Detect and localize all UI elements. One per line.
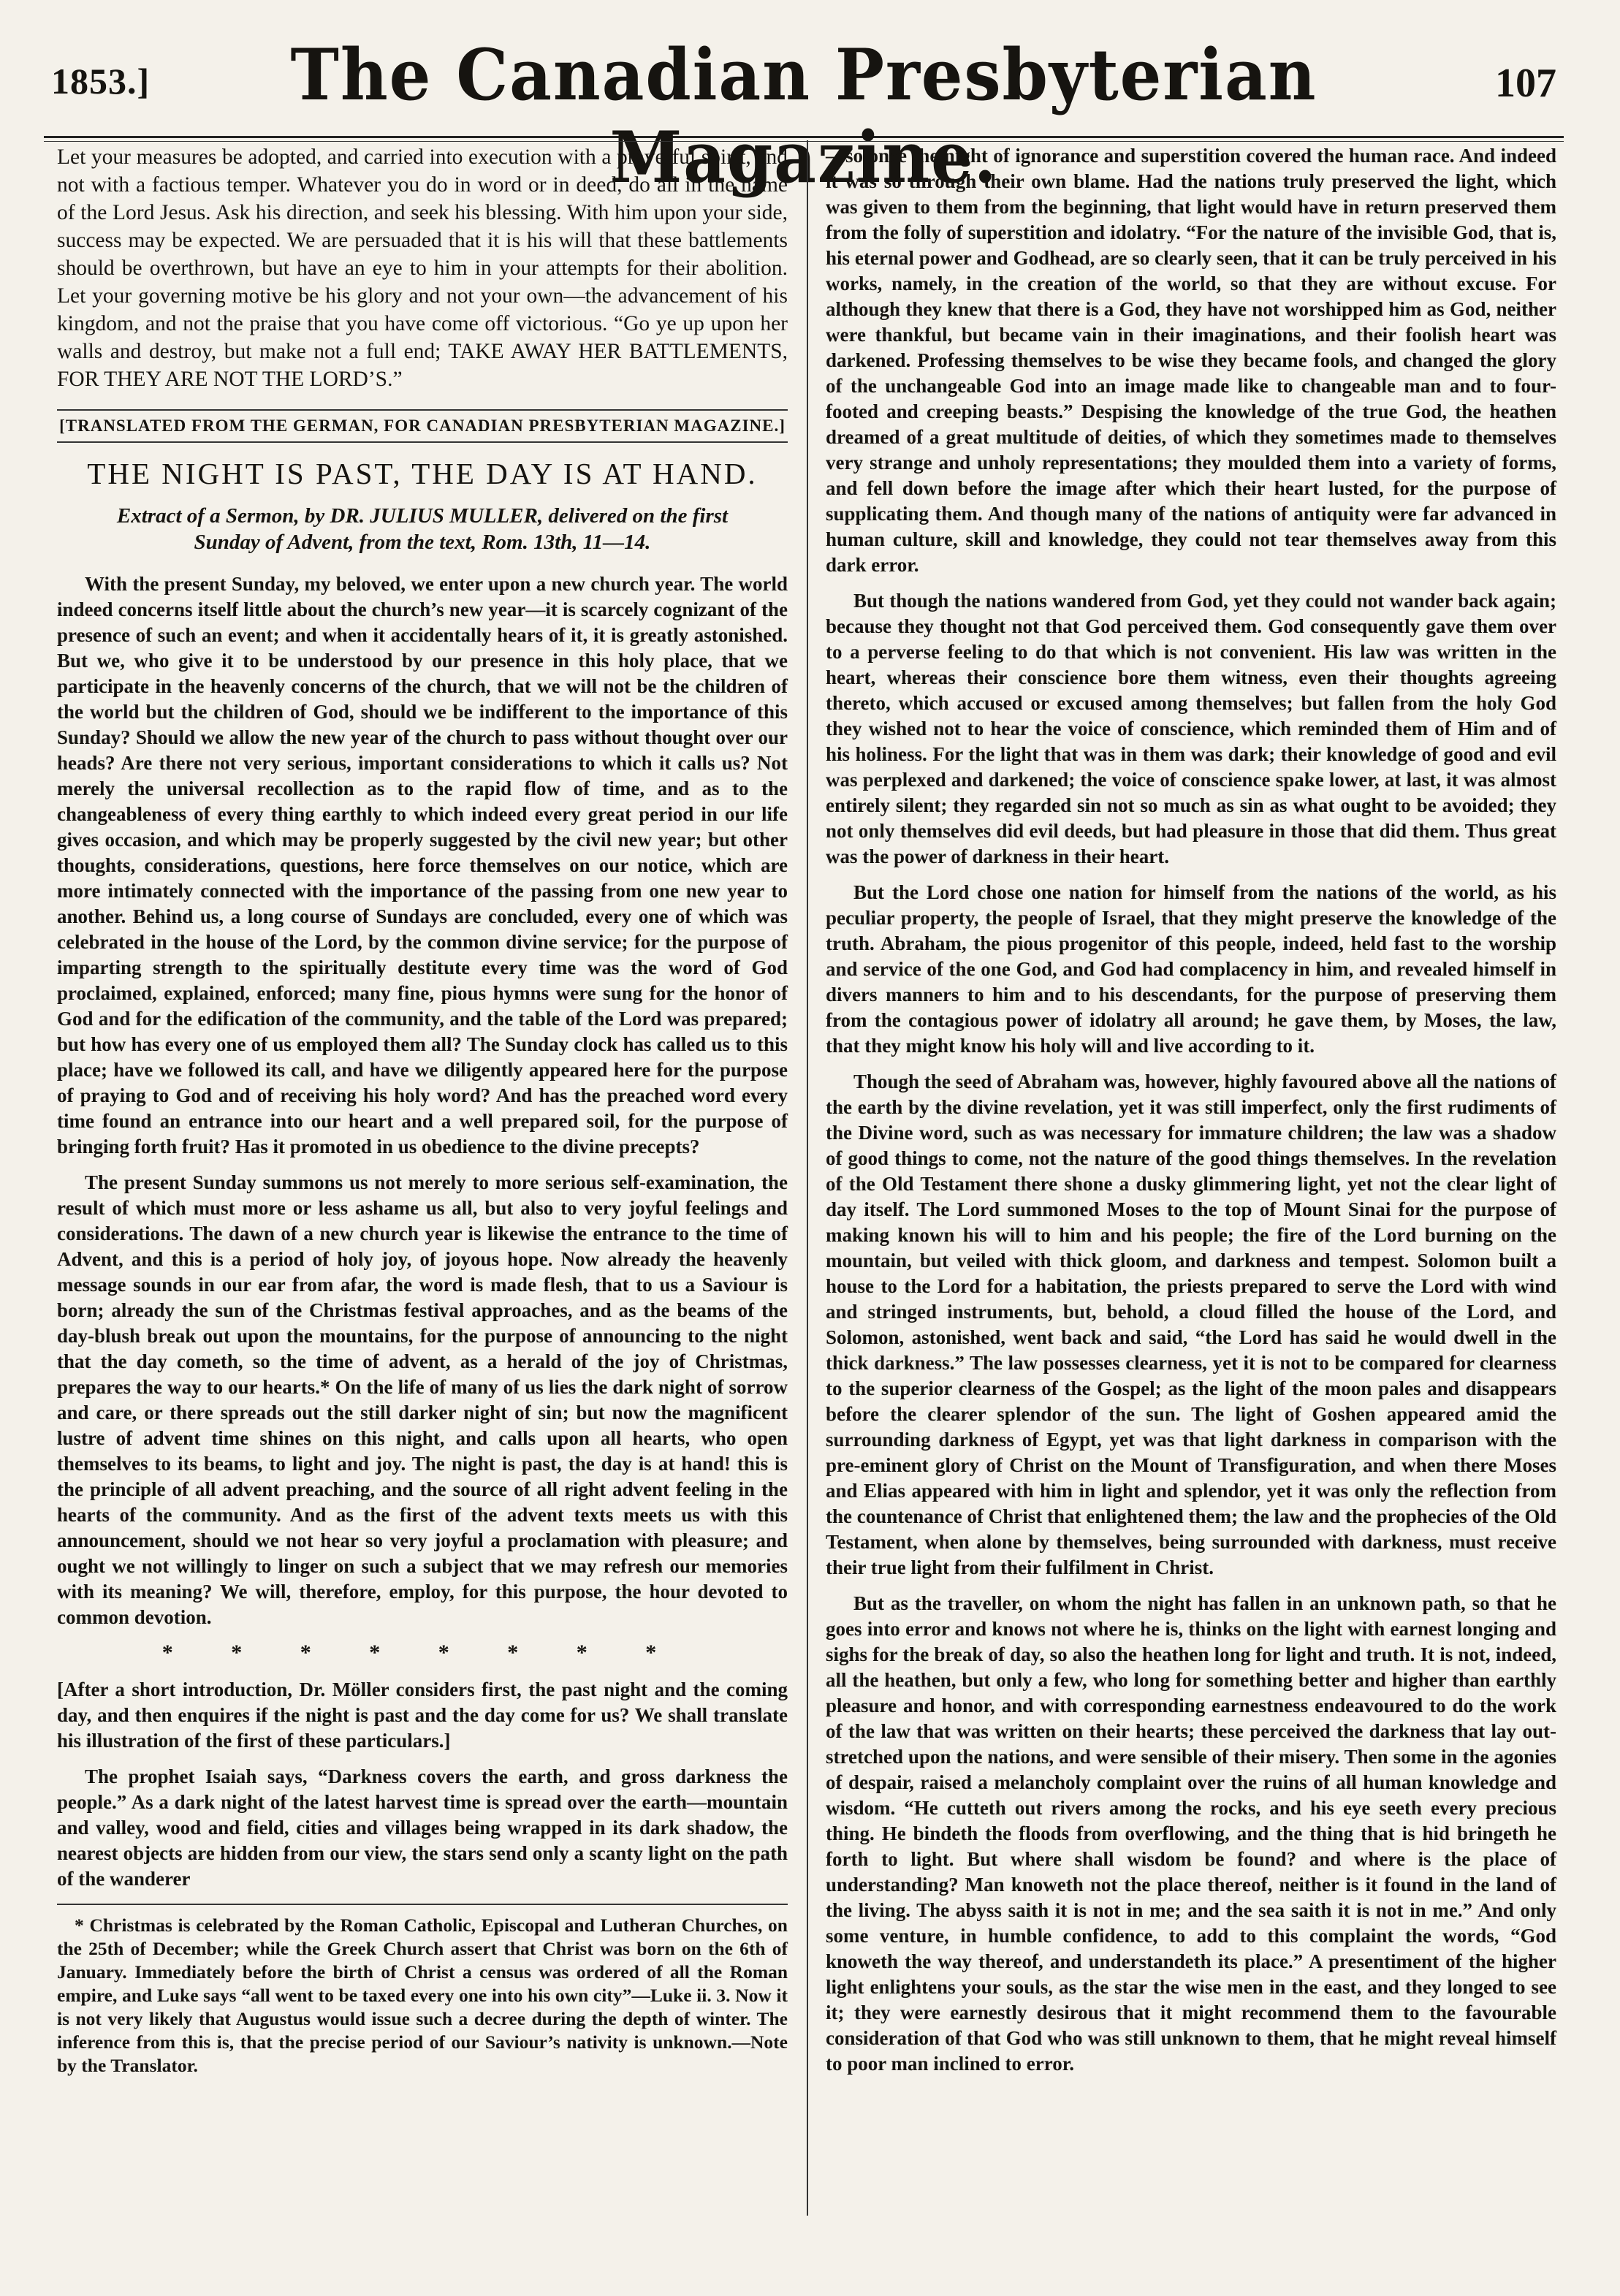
- column-divider: [807, 140, 808, 2216]
- article-body: [57, 571, 788, 1630]
- masthead: [44, 26, 1564, 199]
- bracket-paragraph: [After a short introduction, Dr. Möller considers first, the past night and the coming day, and then enquires if the night is past and the day come for us? We shall translate his illustration of the first of these particulars.]: [57, 1679, 788, 1752]
- footnote: [57, 1904, 788, 2078]
- body-paragraph: But the Lord chose one nation for himself from the nations of the world, as his peculiar property, the people of Israel, that they might preserve the knowledge of the truth. Abraham, the pious progenitor of this people, indeed, held fast to the worship and service of the one God, and God had complacency in him, and revealed himself in divers manners to him and to his descendants, for the purpose of preserving them from the contagious power of idolatry all around; he gave them, by Moses, the law, that they might know his holy will and live according to it.: [826, 881, 1556, 1057]
- article-body-continued: [57, 1764, 788, 1892]
- body-paragraph: But as the traveller, on whom the night has fallen in an unknown path, so that he goes into error and knows not where he is, thinks on the light with earnest longing and sighs for the break of day, so also the heathen long for light and truth. It is not, indeed, all the heathen, but only a few, who long for something better and higher than earthly pleasure and honor, and with corresponding earnestness endeavoured to do the work of the law that was written on their hearts; these perceived the darkness that lay out-stretched upon the nations, and were sensible of their misery. Then some in the agonies of despair, raised a melancholy complaint over the ruins of all human knowledge and wisdom. “He cutteth out rivers among the rocks, and his eye seeth every precious thing. He bindeth the floods from overflowing, and the thing that is hid bringeth he forth to light. But where shall wisdom be found? and where is the place of understanding? Man knoweth not the place thereof, neither is it found in the land of the living. The abyss saith it is not in me; and the sea saith it is not in me.” And only some venture, in humble confidence, to add to this complaint the words, “God knoweth the way thereof, and understandeth its place.” A presentiment of the higher light enlightens your souls, as the star the wise men in the east, and they longed to see it; they were earnestly desirous that it might recommend them to the favourable consideration of that God who was still unknown to them, that he might reveal himself to poor man inclined to error.: [826, 1592, 1556, 2075]
- right-column: [826, 143, 1556, 2087]
- body-paragraph: The prophet Isaiah says, “Darkness covers the earth, and gross darkness the people.” As a dark night of the latest harvest time is spread over the earth—mountain and valley, wood and field, cities and villages being wrapped in its dark shadow, the nearest objects are hidden from our view, the stars send only a scanty light on the path of the wanderer: [57, 1765, 788, 1890]
- body-paragraph: —so once the night of ignorance and superstition covered the human race. And indeed it was so through their own blame. Had the nations truly preserved the light, which was given to them from the beginning, that light would have in return preserved them from the folly of superstition and idolatry. “For the nature of the invisible God, that is, his eternal power and Godhead, are so clearly seen, that it can be truly perceived in his works, namely, in the creation of the world, so that they are without excuse. For although they knew that there is a God, they have not worshipped him as God, neither were thankful, but became vain in their imaginations, and their foolish heart was darkened. Professing themselves to be wise they became fools, and changed the glory of the unchangeable God into an image made like to changeable man and to four-footed and creeping beasts.” Despising the knowledge of the true God, the heathen dreamed of a great multitude of deities, of which they sometimes made to themselves very strange and unholy representations; they moulded them into a variety of forms, and fell down before the image after which their heart lusted, for the purpose of supplicating them. And though many of the nations of antiquity were far advanced in human culture, skill and knowledge, they could not tear themselves away from this dark error.: [826, 145, 1556, 576]
- article-title: THE NIGHT IS PAST, THE DAY IS AT HAND.: [87, 457, 758, 490]
- section-stars: * * * * * * * *: [161, 1641, 683, 1665]
- article-subtitle: Extract of a Sermon, by DR. JULIUS MULLER, delivered on the first Sunday of Advent, from the text, Rom. 13th, 11—14.: [116, 504, 729, 554]
- magazine-title: The Canadian Presbyterian Magazine.: [290, 34, 1317, 199]
- body-paragraph: Though the seed of Abraham was, however, highly favoured above all the nations of the earth by the divine revelation, yet it was still imperfect, only the first rudiments of the Divine word, such as was necessary for immature children; the law was a shadow of good things to come, not the nature of the good things themselves. In the revelation of the Old Testament there shone a dusky glimmering light, yet not the clear light of day itself. The Lord summoned Moses to the top of Mount Sinai for the purpose of making known his will to him and his people; the fire of the Lord burning on the mountain, but veiled with thick gloom, and darkness and tempest. Solomon built a house to the Lord for a habitation, the priests prepared to serve the Lord with wind and stringed instruments, but, behold, a cloud filled the house of the Lord, and Solomon, astonished, went back and said, “the Lord has said he would dwell in the thick darkness.” The law possesses clearness, yet it is not to be compared for clearness to the superior clearness of the Gospel; as the light of the moon pales and disappears before the clearer splendor of the sun. The light of Goshen appeared amid the surrounding darkness of Egypt, yet was that light darkness in comparison with the pre-eminent glory of Christ on the Mount of Transfiguration, and when there Moses and Elias appeared with him in light and splendor, yet it was only the reflection from the countenance of Christ that enlightened them; the law and the prophecies of the Old Testament, when alone by themselves, being surrounded with darkness, must receive their true light from their fulfilment in Christ.: [826, 1071, 1556, 1578]
- body-paragraph: With the present Sunday, my beloved, we enter upon a new church year. The world indeed concerns itself little about the church’s new year—it is scarcely cognizant of the presence of such an event; and when it accidentally hears of it, it is greatly astonished. But we, who give it to be understood by our presence in this holy place, that we participate in the heavenly concerns of the church, that we will not be the children of the world but the children of God, should we be indifferent to the importance of this Sunday? Should we allow the new year of the church to pass without thought over our heads? Are there not very serious, important considerations to which it calls us? Not merely the universal recollection as to the rapid flow of time, and as to the changeableness of every thing earthly to which indeed every great period in our life gives occasion, and which may be properly suggested by the civil new year; but other thoughts, considerations, questions, here force themselves on our notice, which are more intimately connected with the importance of the passing from one new year to another. Behind us, a long course of Sundays are concluded, every one of which was celebrated in the house of the Lord, by the common divine service; for the purpose of imparting strength to the spiritually destitute every time was the word of God proclaimed, explained, enforced; many fine, pious hymns were sung for the honor of God and for the edification of the community, and the table of the Lord was prepared; but how has every one of us employed them all? The Sunday clock has called us to this place; have we followed its call, and have we diligently appeared here for the purpose of praying to God and of receiving his holy word? And has the preached word every time found an entrance into our heart and a well prepared soil, for the purpose of bringing forth fruit? Has it promoted in us obedience to the divine precepts?: [57, 573, 788, 1157]
- editorial-bracket: [57, 1677, 788, 1754]
- year-label: 1853.]: [51, 61, 151, 102]
- body-paragraph: But though the nations wandered from God, yet they could not wander back again; because they thought not that God perceived them. God consequently gave them over to a perverse feeling to do that which is not convenient. His law was written in the heart, whereas their conscience bore them witness, even their thoughts agreeing thereto, which accused or excused among themselves; but fallen from the holy God they wished not to hear the voice of conscience, which reminded them of Him and of his holiness. For the light that was in them was dark; their knowledge of good and evil was perplexed and darkened; the voice of conscience spake lower, at last, it was almost entirely silent; they regarded sin not so much as sin as what ought to be avoided; they not only themselves did evil deeds, but had pleasure in those that did them. Thus great was the power of darkness in their heart.: [826, 590, 1556, 867]
- left-column: [57, 143, 788, 2088]
- body-paragraph: The present Sunday summons us not merely to more serious self-examination, the result of which must more or less ashame us all, but also to very joyful feelings and considerations. The dawn of a new church year is likewise the entrance to the time of Advent, and this is a period of holy joy, of joyous hope. Now already the heavenly message sounds in our ear from afar, the word is made flesh, that to us a Saviour is born; already the sun of the Christmas festival approaches, and as the beams of the day-blush break out upon the mountains, for the purpose of announcing to the night that the day cometh, so the time of advent, as a herald of the joy of Christmas, prepares the way to our hearts.* On the life of many of us lies the dark night of sorrow and care, or there spreads out the still darker night of sin; but now the magnificent lustre of advent time shines on this night, and calls upon all hearts, who open themselves to its beams, to light and joy. The night is past, the day is at hand! this is the principle of all advent preaching, and the source of all right advent feeling in the hearts of the community. And as the first of the advent texts meets us with this announcement, should we not hear so very joyful a proclamation with pleasure; and ought we not willingly to linger on such a subject that we may refresh our memories with its meaning? We will, therefore, employ, for this purpose, the hour devoted to common devotion.: [57, 1171, 788, 1628]
- footnote-text: * Christmas is celebrated by the Roman Catholic, Episcopal and Lutheran Churches, on the 25th of December; while the Greek Church assert that Christ was born on the 6th of January. Immediately before the birth of Christ a census was ordered of all the Roman empire, and Luke says “all went to be taxed every one into his own city”—Luke ii. 3. Now it is not very likely that Augustus would issue such a decree during the depth of winter. The inference from this is, that the precise period of our Saviour’s nativity is unknown.—Note by the Translator.: [57, 1915, 788, 2076]
- header-rule: [44, 141, 1564, 142]
- page-number: 107: [1495, 61, 1556, 106]
- intro-paragraph: Let your measures be adopted, and carried into execution with a prayerful spirit, and not with a factious temper. Whatever you do in word or in deed, do all in the name of the Lord Jesus. Ask his direction, and seek his blessing. With him upon your side, success may be expected. We are persuaded that it is his will that these battlements should be overthrown, but have an eye to him in your attempts for their abolition. Let your governing motive be his glory and not your own—the advancement of his kingdom, and not the praise that you have come off victorious. “Go ye up upon her walls and destroy, but make not a full end; TAKE AWAY HER BATTLEMENTS, FOR THEY ARE NOT THE LORD’S.”: [57, 145, 788, 391]
- translation-note: [TRANSLATED FROM THE GERMAN, FOR CANADIAN PRESBYTERIAN MAGAZINE.]: [57, 409, 788, 443]
